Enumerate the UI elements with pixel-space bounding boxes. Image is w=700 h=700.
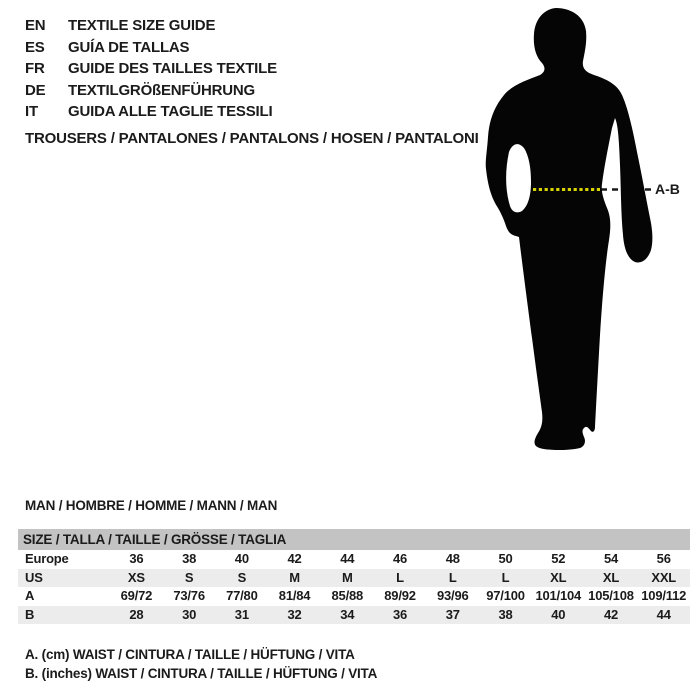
- table-cell: 81/84: [278, 588, 311, 603]
- language-label: TEXTILE SIZE GUIDE: [68, 17, 216, 34]
- table-cell: 105/108: [588, 588, 634, 603]
- table-row: [18, 606, 690, 625]
- language-label: GUIDE DES TAILLES TEXTILE: [68, 60, 277, 78]
- table-cell: 40: [234, 551, 249, 566]
- row-label: Europe: [25, 551, 69, 566]
- language-code: ES: [25, 38, 45, 56]
- table-cell: 44: [656, 606, 671, 622]
- table-cell: 85/88: [331, 588, 364, 603]
- gender-title: MAN / HOMBRE / HOMME / MANN / MAN: [25, 498, 278, 513]
- silhouette-shape: [486, 8, 653, 450]
- table-cell: 36: [393, 606, 408, 622]
- table-cell: 109/112: [641, 588, 687, 603]
- table-cell: M: [341, 569, 353, 585]
- table-cell: M: [289, 569, 300, 585]
- table-cell: L: [448, 569, 457, 585]
- table-cell: 101/104: [535, 588, 582, 603]
- table-row: [18, 569, 690, 588]
- table-cell: 30: [182, 606, 197, 622]
- table-cell: 31: [234, 606, 249, 622]
- table-cell: 28: [129, 606, 144, 622]
- table-cell: XS: [127, 569, 145, 585]
- table-cell: 38: [498, 606, 513, 622]
- table-cell: 42: [287, 551, 302, 566]
- table-cell: L: [396, 569, 404, 585]
- language-code: FR: [25, 60, 45, 78]
- table-cell: 46: [393, 551, 408, 566]
- table-cell: XL: [602, 569, 620, 585]
- table-cell: 40: [551, 606, 566, 622]
- row-label: B: [25, 606, 35, 622]
- row-label: A: [25, 588, 35, 603]
- footnote-a: A. (cm) WAIST / CINTURA / TAILLE / HÜFTUNG / VITA: [25, 647, 355, 662]
- language-label: GUIDA ALLE TAGLIE TESSILI: [68, 103, 273, 121]
- language-code: IT: [25, 103, 38, 121]
- table-cell: 89/92: [384, 588, 416, 603]
- table-cell: 37: [445, 606, 460, 622]
- table-row: [18, 587, 690, 606]
- table-cell: XL: [550, 569, 567, 585]
- table-cell: 48: [445, 551, 460, 566]
- table-cell: S: [237, 569, 247, 585]
- table-cell: 56: [656, 551, 671, 566]
- table-cell: 42: [603, 606, 618, 622]
- table-cell: 50: [498, 551, 513, 566]
- table-cell: XXL: [651, 569, 677, 585]
- footnotes: [25, 646, 377, 683]
- table-cell: L: [501, 569, 510, 585]
- table-cell: 36: [129, 551, 144, 566]
- language-code: EN: [25, 17, 46, 34]
- category-title: TROUSERS / PANTALONES / PANTALONS / HOSEN / PANTALONI: [25, 130, 479, 147]
- row-label: US: [25, 569, 43, 585]
- footnote-b: B. (inches) WAIST / CINTURA / TAILLE / HÜFTUNG / VITA: [25, 665, 378, 681]
- table-cell: 77/80: [226, 588, 258, 603]
- table-cell: 54: [603, 551, 618, 566]
- table-cell: 34: [340, 606, 355, 622]
- table-cell: 44: [340, 551, 355, 566]
- size-table: [18, 529, 690, 624]
- language-label: GUÍA DE TALLAS: [68, 38, 190, 56]
- table-cell: S: [184, 569, 194, 585]
- table-cell: 52: [551, 551, 566, 566]
- table-cell: 73/76: [173, 588, 205, 603]
- table-row: [18, 550, 690, 569]
- language-label: TEXTILGRÖßENFÜHRUNG: [68, 81, 256, 99]
- table-cell: 32: [287, 606, 302, 622]
- size-table-header: SIZE / TALLA / TAILLE / GRÖSSE / TAGLIA: [18, 529, 690, 550]
- table-cell: 69/72: [120, 588, 153, 603]
- table-cell: 93/96: [437, 588, 469, 603]
- table-cell: 38: [182, 551, 197, 566]
- table-cell: 97/100: [486, 588, 525, 603]
- waist-measure-label: A-B: [655, 181, 680, 197]
- language-code: DE: [25, 81, 46, 99]
- size-table-body: [18, 550, 690, 624]
